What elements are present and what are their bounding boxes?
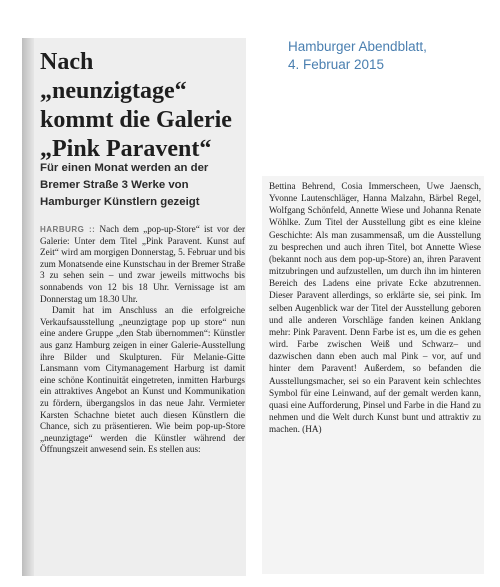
paragraph-2: Damit hat im Anschluss an die erfolgreiche Verkaufsausstellung „neunzigtage pop up store“ nun eine andere Gruppe „den Stab übernommen“: Künstler aus ganz Hamburg zeigen in einer Galerie-Ausstellung ihre Bilder und Skulpturen. Für Melanie-Gitte Lansmann vom Citymanagement Harburg ist damit eine schöne Kontinuität eingetreten, inmitten Harburgs ein attraktives Angebot an Kunst und Kommunikation zu fördern, übergangslos in das neue Jahr. Vermieter Karsten Schachne bietet auch diesen Künstlern die Chance, sich zu präsentieren. Wie beim pop-up-Store „neunzigtage“ werden die Künstler während der Öffnungszeit anwesend sein. Es stellen aus: xyxy=(40,305,245,455)
article-clipping-left xyxy=(22,38,246,576)
subheadline: Für einen Monat werden an der Bremer Straße 3 Werke von Hamburger Künstlern gezeigt xyxy=(40,162,209,208)
source-date: 4. Februar 2015 xyxy=(288,57,385,72)
source-note xyxy=(288,38,488,74)
article-clipping-right xyxy=(262,176,484,574)
dateline: HARBURG :: xyxy=(40,225,96,234)
headline: Nach „neunzigtage“ kommt die Galerie „Pink Paravent“ xyxy=(40,49,232,162)
paragraph-3: Bettina Behrend, Cosia Immerscheen, Uwe Jaensch, Yvonne Lautenschläger, Hanna Malzahn, Bärbel Regel, Wolfgang Schönfeld, Annette Wiese und Johanna Renate Wöhlke. Zum Titel der Ausstellung gibt es eine kleine Geschichte: Als man zusammensaß, um die Ausstellung zu besprechen und auch ihren Titel, bot Annette Wiese (bekannt noch aus dem pop-up-Store) an, ihren Paravent mitzubringen und aufzustellen, um durch ihn im hinteren Bereich des Ladens eine private Ecke abzutrennen. Dieser Paravent allerdings, so erklärte sie, sei pink. Im selben Augenblick war der Titel der Ausstellung geboren und alle anderen Vorschläge fanden keinen Anklang mehr: Pink Paravent. Denn Farbe ist es, um die es gehen wird. Farbe zwischen Weiß und Schwarz– und dazwischen dann eben auch mal Pink – vor, auf und hinter dem Paravent! Außerdem, so befanden die Ausstellungsmacher, sei so ein Paravent kein schlechtes Symbol für eine Leinwand, auf der gemalt werden kann, quasi eine Aufforderung, Pinsel und Farbe in die Hand zu nehmen und die Welt durch Kunst bunt und attraktiv zu machen. (HA) xyxy=(269,181,481,435)
source-publication: Hamburger Abendblatt, xyxy=(288,39,427,54)
paragraph-1-text: Nach dem „pop-up-Store“ ist vor der Galerie: Unter dem Titel „Pink Paravent. Kunst auf Zeit“ wird am morgigen Donnerstag, 5. Februar und bis zum Monatsende eine Kunstschau in der Bremer Straße 3 zu sehen sein – und zwar jeweils mittwochs bis sonnabends von 12 bis 18 Uhr. Vernissage ist am Donnerstag um 18.30 Uhr. xyxy=(40,224,246,304)
paragraph-1 xyxy=(40,224,245,305)
body-text-right xyxy=(269,180,481,435)
body-text-left xyxy=(40,224,245,456)
